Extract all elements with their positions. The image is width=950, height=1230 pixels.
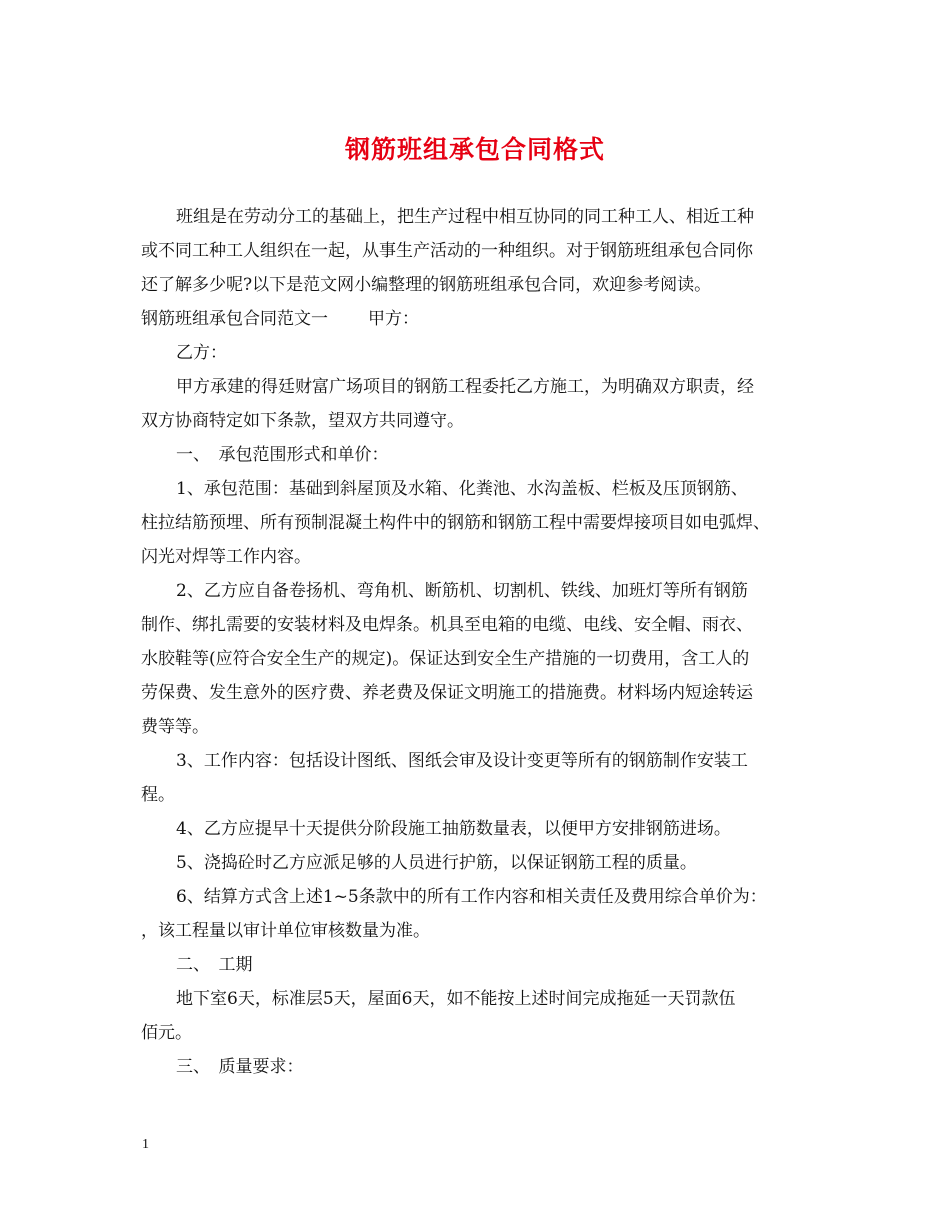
section-heading-schedule: 二、 工期 bbox=[176, 955, 253, 975]
clause-1-line-2: 柱拉结筋预埋、所有预制混凝土构件中的钢筋和钢筋工程中需要焊接项目如电弧焊、 bbox=[141, 513, 770, 533]
party-a-label: 甲方： bbox=[368, 309, 419, 329]
page-number: 1 bbox=[142, 1137, 149, 1152]
clause-2-line-1: 2、乙方应自备卷扬机、弯角机、断筋机、切割机、铁线、加班灯等所有钢筋 bbox=[176, 581, 748, 601]
clause-6-line-2: ，该工程量以审计单位审核数量为准。 bbox=[141, 921, 430, 941]
clause-5: 5、浇捣砼时乙方应派足够的人员进行护筋，以保证钢筋工程的质量。 bbox=[176, 853, 697, 873]
clause-2-line-4: 劳保费、发生意外的医疗费、养老费及保证文明施工的措施费。材料场内短途转运 bbox=[141, 683, 753, 703]
sample-heading-line bbox=[141, 302, 821, 336]
clause-2-line-3: 水胶鞋等(应符合安全生产的规定)。保证达到安全生产措施的一切费用，含工人的 bbox=[141, 649, 750, 669]
paragraph-intro-line-1: 班组是在劳动分工的基础上，把生产过程中相互协同的同工种工人、相近工种 bbox=[176, 207, 754, 227]
clause-4: 4、乙方应提早十天提供分阶段施工抽筋数量表，以便甲方安排钢筋进场。 bbox=[176, 819, 731, 839]
sample-heading: 钢筋班组承包合同范文一 bbox=[141, 309, 328, 329]
schedule-line-1: 地下室6天，标准层5天，屋面6天，如不能按上述时间完成拖延一天罚款伍 bbox=[176, 989, 736, 1009]
schedule-line-2: 佰元。 bbox=[141, 1023, 192, 1043]
clause-1-line-3: 闪光对焊等工作内容。 bbox=[141, 547, 311, 567]
paragraph-intro-line-3: 还了解多少呢?以下是范文网小编整理的钢筋班组承包合同，欢迎参考阅读。 bbox=[141, 275, 712, 295]
section-heading-quality: 三、 质量要求： bbox=[176, 1057, 304, 1077]
clause-3-line-2: 程。 bbox=[141, 785, 175, 805]
clause-2-line-5: 费等等。 bbox=[141, 717, 209, 737]
clause-2-line-2: 制作、绑扎需要的安装材料及电焊条。机具至电箱的电缆、电线、安全帽、雨衣、 bbox=[141, 615, 753, 635]
contract-preamble-line-2: 双方协商特定如下条款，望双方共同遵守。 bbox=[141, 411, 464, 431]
section-heading-scope: 一、 承包范围形式和单价： bbox=[176, 445, 389, 465]
paragraph-intro-line-2: 或不同工种工人组织在一起，从事生产活动的一种组织。对于钢筋班组承包合同你 bbox=[141, 241, 753, 261]
document-title: 钢筋班组承包合同格式 bbox=[344, 135, 605, 164]
document-body bbox=[141, 200, 821, 1084]
party-b-label: 乙方： bbox=[176, 343, 227, 363]
clause-1-line-1: 1、承包范围：基础到斜屋顶及水箱、化粪池、水沟盖板、栏板及压顶钢筋、 bbox=[176, 479, 748, 499]
contract-preamble-line-1: 甲方承建的得廷财富广场项目的钢筋工程委托乙方施工，为明确双方职责，经 bbox=[176, 377, 754, 397]
clause-6-line-1: 6、结算方式含上述1~5条款中的所有工作内容和相关责任及费用综合单价为： bbox=[176, 887, 767, 907]
clause-3-line-1: 3、工作内容：包括设计图纸、图纸会审及设计变更等所有的钢筋制作安装工 bbox=[176, 751, 748, 771]
